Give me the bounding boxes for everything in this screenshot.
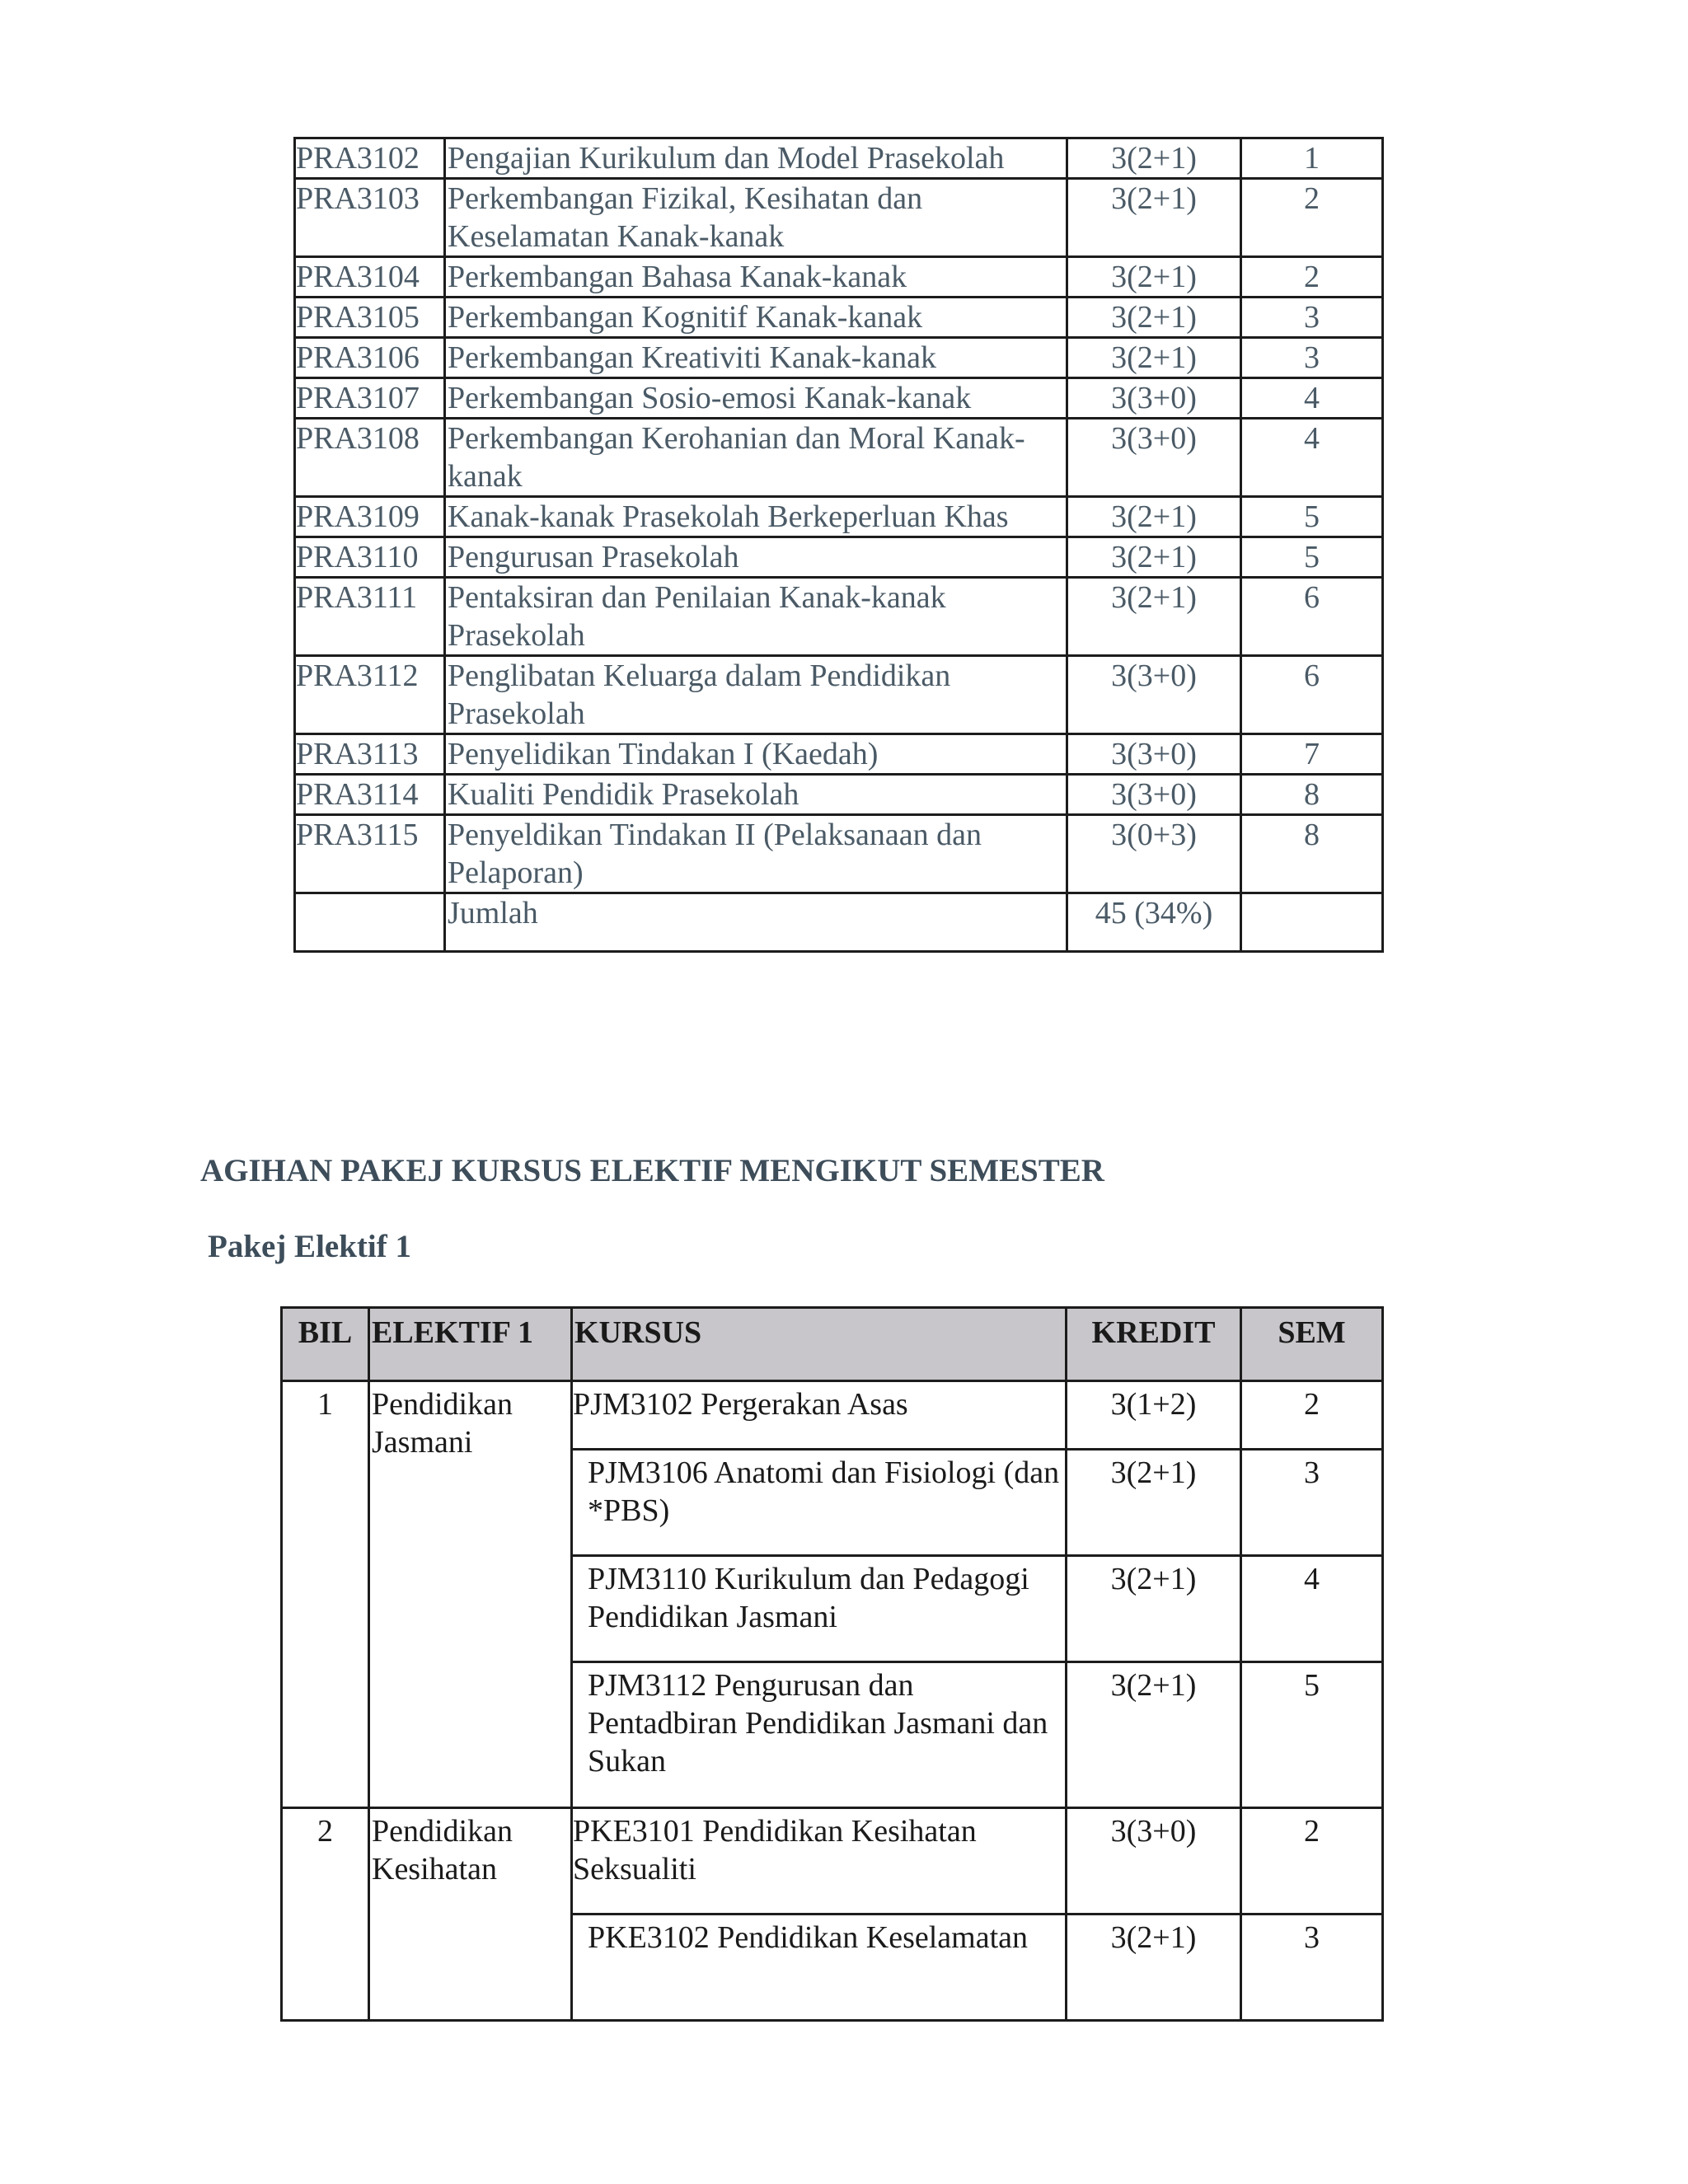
course-semester: 2	[1241, 179, 1383, 257]
course-code: PRA3114	[295, 775, 445, 815]
course-code: PRA3110	[295, 537, 445, 578]
course-credit: 3(2+1)	[1067, 338, 1241, 378]
course-name: Kualiti Pendidik Prasekolah	[445, 775, 1067, 815]
header-kursus: KURSUS	[572, 1308, 1067, 1381]
course-code: PRA3105	[295, 298, 445, 338]
course-credit: 3(3+0)	[1067, 419, 1241, 497]
course-semester: 1	[1241, 138, 1383, 179]
elective-table	[280, 1306, 1384, 2022]
elective-credit: 3(3+0)	[1067, 1808, 1241, 1915]
group-elective-name: Pendidikan Jasmani	[369, 1381, 572, 1808]
course-name: Pengajian Kurikulum dan Model Prasekolah	[445, 138, 1067, 179]
table-row	[295, 775, 1383, 815]
elective-semester: 3	[1241, 1915, 1383, 2021]
course-credit: 3(3+0)	[1067, 775, 1241, 815]
table-row	[295, 338, 1383, 378]
table-row	[295, 378, 1383, 419]
course-semester: 3	[1241, 298, 1383, 338]
elective-credit: 3(2+1)	[1067, 1915, 1241, 2021]
course-semester: 5	[1241, 537, 1383, 578]
course-code: PRA3104	[295, 257, 445, 298]
course-code: PRA3112	[295, 656, 445, 734]
course-semester: 3	[1241, 338, 1383, 378]
course-semester: 8	[1241, 815, 1383, 893]
elective-course: PJM3112 Pengurusan dan Pentadbiran Pendidikan Jasmani dan Sukan	[572, 1662, 1067, 1808]
course-semester: 7	[1241, 734, 1383, 775]
course-name: Penyeldikan Tindakan II (Pelaksanaan dan Pelaporan)	[445, 815, 1067, 893]
table-row	[282, 1808, 1383, 1915]
table-row	[295, 815, 1383, 893]
course-code: PRA3109	[295, 497, 445, 537]
course-credit: 3(3+0)	[1067, 378, 1241, 419]
table-row	[282, 1381, 1383, 1450]
elective-semester: 4	[1241, 1556, 1383, 1662]
header-elektif: ELEKTIF 1	[369, 1308, 572, 1381]
elective-course: PJM3110 Kurikulum dan Pedagogi Pendidikan Jasmani	[572, 1556, 1067, 1662]
total-row	[295, 893, 1383, 952]
table-row	[295, 578, 1383, 656]
course-credit: 3(2+1)	[1067, 138, 1241, 179]
course-code: PRA3106	[295, 338, 445, 378]
course-name: Perkembangan Kerohanian dan Moral Kanak-kanak	[445, 419, 1067, 497]
elective-course: PKE3101 Pendidikan Kesihatan Seksualiti	[572, 1808, 1067, 1915]
elective-credit: 3(2+1)	[1067, 1662, 1241, 1808]
course-credit: 3(3+0)	[1067, 656, 1241, 734]
course-code: PRA3111	[295, 578, 445, 656]
table-row	[295, 138, 1383, 179]
course-credit: 3(2+1)	[1067, 497, 1241, 537]
group-elective-name: Pendidikan Kesihatan	[369, 1808, 572, 2021]
course-name: Perkembangan Kreativiti Kanak-kanak	[445, 338, 1067, 378]
elective-course: PJM3106 Anatomi dan Fisiologi (dan *PBS)	[572, 1450, 1067, 1556]
table-row	[295, 537, 1383, 578]
section-heading: AGIHAN PAKEJ KURSUS ELEKTIF MENGIKUT SEMESTER	[200, 1153, 1104, 1188]
course-semester: 2	[1241, 257, 1383, 298]
course-name: Perkembangan Kognitif Kanak-kanak	[445, 298, 1067, 338]
course-code: PRA3103	[295, 179, 445, 257]
course-credit: 3(0+3)	[1067, 815, 1241, 893]
elective-credit: 3(2+1)	[1067, 1556, 1241, 1662]
table-row	[295, 257, 1383, 298]
course-name: Perkembangan Fizikal, Kesihatan dan Keselamatan Kanak-kanak	[445, 179, 1067, 257]
elective-credit: 3(2+1)	[1067, 1450, 1241, 1556]
elective-semester: 2	[1241, 1808, 1383, 1915]
course-name: Pentaksiran dan Penilaian Kanak-kanak Prasekolah	[445, 578, 1067, 656]
package-heading: Pakej Elektif 1	[208, 1229, 411, 1264]
header-sem: SEM	[1241, 1308, 1383, 1381]
table-row	[295, 656, 1383, 734]
table-row	[295, 179, 1383, 257]
course-code: PRA3108	[295, 419, 445, 497]
table-row	[295, 734, 1383, 775]
course-credit: 3(2+1)	[1067, 578, 1241, 656]
elective-credit: 3(1+2)	[1067, 1381, 1241, 1450]
core-course-table-body	[295, 138, 1383, 952]
course-name: Penyelidikan Tindakan I (Kaedah)	[445, 734, 1067, 775]
header-kredit: KREDIT	[1067, 1308, 1241, 1381]
group-number: 2	[282, 1808, 369, 2021]
course-name: Kanak-kanak Prasekolah Berkeperluan Khas	[445, 497, 1067, 537]
header-bil: BIL	[282, 1308, 369, 1381]
course-name: Perkembangan Bahasa Kanak-kanak	[445, 257, 1067, 298]
course-credit: 3(2+1)	[1067, 298, 1241, 338]
elective-course: PJM3102 Pergerakan Asas	[572, 1381, 1067, 1450]
elective-semester: 5	[1241, 1662, 1383, 1808]
total-empty-cell	[295, 893, 445, 952]
elective-course: PKE3102 Pendidikan Keselamatan	[572, 1915, 1067, 2021]
total-credit: 45 (34%)	[1067, 893, 1241, 952]
course-code: PRA3107	[295, 378, 445, 419]
course-code: PRA3113	[295, 734, 445, 775]
elective-header-row	[282, 1308, 1383, 1381]
course-semester: 6	[1241, 578, 1383, 656]
course-semester: 5	[1241, 497, 1383, 537]
course-name: Pengurusan Prasekolah	[445, 537, 1067, 578]
course-credit: 3(2+1)	[1067, 537, 1241, 578]
course-code: PRA3102	[295, 138, 445, 179]
table-row	[295, 298, 1383, 338]
core-course-table	[293, 137, 1384, 953]
course-semester: 8	[1241, 775, 1383, 815]
course-name: Penglibatan Keluarga dalam Pendidikan Prasekolah	[445, 656, 1067, 734]
table-row	[295, 419, 1383, 497]
group-number: 1	[282, 1381, 369, 1808]
elective-semester: 2	[1241, 1381, 1383, 1450]
table-row	[295, 497, 1383, 537]
elective-semester: 3	[1241, 1450, 1383, 1556]
course-credit: 3(2+1)	[1067, 179, 1241, 257]
course-semester: 4	[1241, 419, 1383, 497]
total-label: Jumlah	[445, 893, 1067, 952]
course-semester: 4	[1241, 378, 1383, 419]
course-name: Perkembangan Sosio-emosi Kanak-kanak	[445, 378, 1067, 419]
course-credit: 3(2+1)	[1067, 257, 1241, 298]
course-code: PRA3115	[295, 815, 445, 893]
course-semester: 6	[1241, 656, 1383, 734]
course-credit: 3(3+0)	[1067, 734, 1241, 775]
total-empty-cell	[1241, 893, 1383, 952]
